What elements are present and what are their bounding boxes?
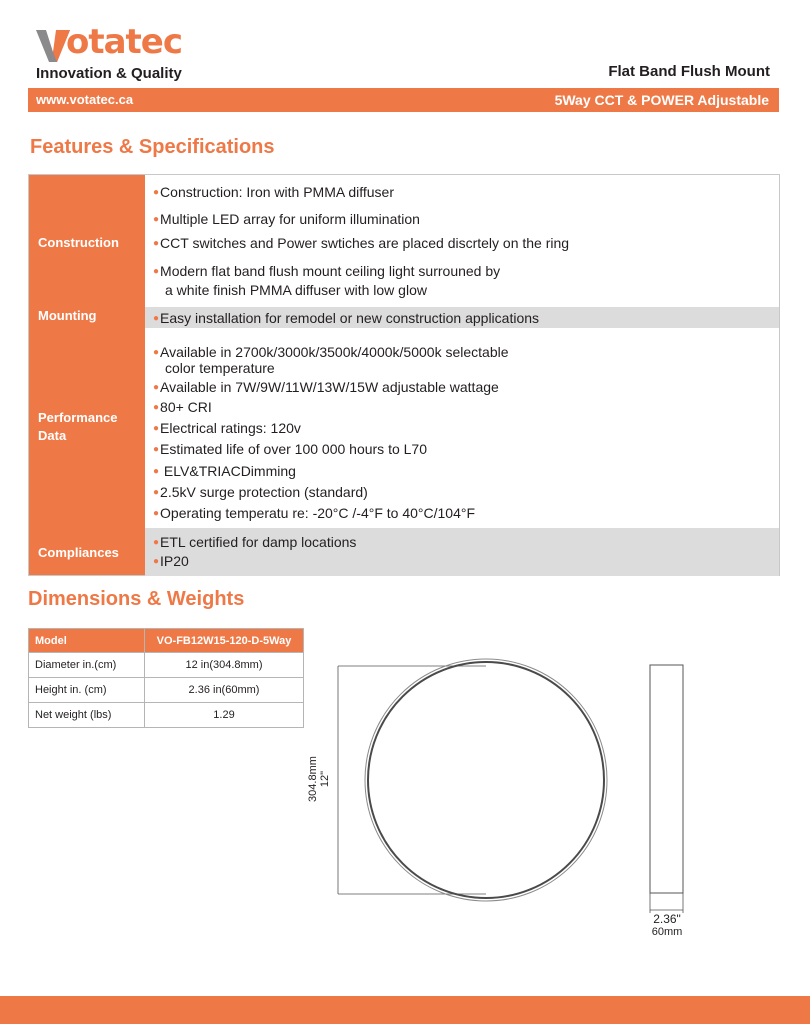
compliances-label: Compliances	[38, 545, 119, 560]
bullet-dot-icon: ●	[153, 537, 160, 548]
bullet-dot-icon: ●	[153, 266, 160, 277]
table-row	[29, 678, 304, 703]
logo-v-mark-icon	[36, 28, 70, 62]
footer-bar	[0, 996, 810, 1024]
list-item: ●Modern flat band flush mount ceiling light surrouned by	[153, 263, 501, 279]
table-cell: Height in. (cm)	[29, 678, 145, 703]
diameter-label	[307, 744, 331, 814]
tagline: Innovation & Quality	[36, 65, 182, 82]
performance-label-line2: Data	[38, 428, 67, 443]
list-item: ●Available in 7W/9W/11W/13W/15W adjustable wattage	[153, 379, 499, 395]
logo-text: otatec	[66, 22, 183, 62]
bullet-dot-icon: ●	[153, 508, 160, 519]
list-item: ●IP20	[153, 553, 189, 569]
bullet-dot-icon: ●	[153, 423, 160, 434]
list-item: ●2.5kV surge protection (standard)	[153, 484, 368, 500]
specs-table	[28, 174, 780, 576]
drawing-svg	[300, 655, 710, 955]
table-cell: 1.29	[145, 703, 304, 728]
fixture-outer-circle	[365, 659, 607, 901]
table-row	[29, 653, 304, 678]
header-bar	[28, 88, 779, 112]
product-title: Flat Band Flush Mount	[608, 63, 770, 80]
bullet-dot-icon: ●	[153, 466, 160, 477]
performance-label	[38, 409, 117, 445]
table-cell: Net weight (lbs)	[29, 703, 145, 728]
bullet-dot-icon: ●	[153, 556, 160, 567]
list-item: ●Available in 2700k/3000k/3500k/4000k/5000k selectable	[153, 344, 509, 360]
list-item-continuation: a white finish PMMA diffuser with low glow	[165, 282, 427, 298]
dimensions-table	[28, 628, 304, 728]
table-header-row	[29, 629, 304, 653]
list-item: ● ELV&TRIACDimming	[153, 463, 296, 479]
list-item: ●80+ CRI	[153, 399, 212, 415]
table-cell: 12 in(304.8mm)	[145, 653, 304, 678]
diameter-in-label: 12"	[319, 770, 331, 788]
brand-logo	[36, 24, 196, 66]
list-item: ●Easy installation for remodel or new construction applications	[153, 310, 540, 326]
table-header-cell: VO-FB12W15-120-D-5Way	[145, 629, 304, 653]
bullet-dot-icon: ●	[153, 382, 160, 393]
construction-label: Construction	[38, 235, 119, 250]
mounting-label: Mounting	[38, 308, 97, 323]
bullet-dot-icon: ●	[153, 313, 160, 324]
product-subtitle: 5Way CCT & POWER Adjustable	[554, 92, 769, 108]
bullet-dot-icon: ●	[153, 347, 160, 358]
table-cell: 2.36 in(60mm)	[145, 678, 304, 703]
performance-label-line1: Performance	[38, 410, 118, 425]
table-header-cell: Model	[29, 629, 145, 653]
features-section-title: Features & Specifications	[30, 136, 275, 158]
list-item: ●ETL certified for damp locations	[153, 534, 357, 550]
list-item: ●Estimated life of over 100 000 hours to L70	[153, 441, 427, 457]
height-mm-label: 60mm	[651, 926, 683, 938]
list-item: ●CCT switches and Power swtiches are placed discrtely on the ring	[153, 235, 570, 251]
fixture-inner-circle	[368, 662, 604, 898]
bullet-dot-icon: ●	[153, 214, 160, 225]
list-item: ●Electrical ratings: 120v	[153, 420, 301, 436]
list-item: ●Multiple LED array for uniform illumination	[153, 211, 420, 227]
dimensions-section-title: Dimensions & Weights	[28, 588, 245, 610]
bullet-dot-icon: ●	[153, 187, 160, 198]
list-item: ●Construction: Iron with PMMA diffuser	[153, 184, 394, 200]
fixture-side-profile	[650, 665, 683, 893]
table-cell: Diameter in.(cm)	[29, 653, 145, 678]
technical-drawing	[300, 655, 710, 955]
bullet-dot-icon: ●	[153, 238, 160, 249]
bullet-dot-icon: ●	[153, 487, 160, 498]
list-item: ●Operating temperatu re: -20°C /-4°F to 40°C/104°F	[153, 505, 476, 521]
height-in-label: 2.36"	[653, 912, 681, 926]
bullet-dot-icon: ●	[153, 444, 160, 455]
website-link[interactable]: www.votatec.ca	[36, 92, 134, 107]
diameter-mm-label: 304.8mm	[307, 756, 319, 802]
bullet-dot-icon: ●	[153, 402, 160, 413]
list-item-continuation: color temperature	[165, 360, 275, 376]
table-row	[29, 703, 304, 728]
